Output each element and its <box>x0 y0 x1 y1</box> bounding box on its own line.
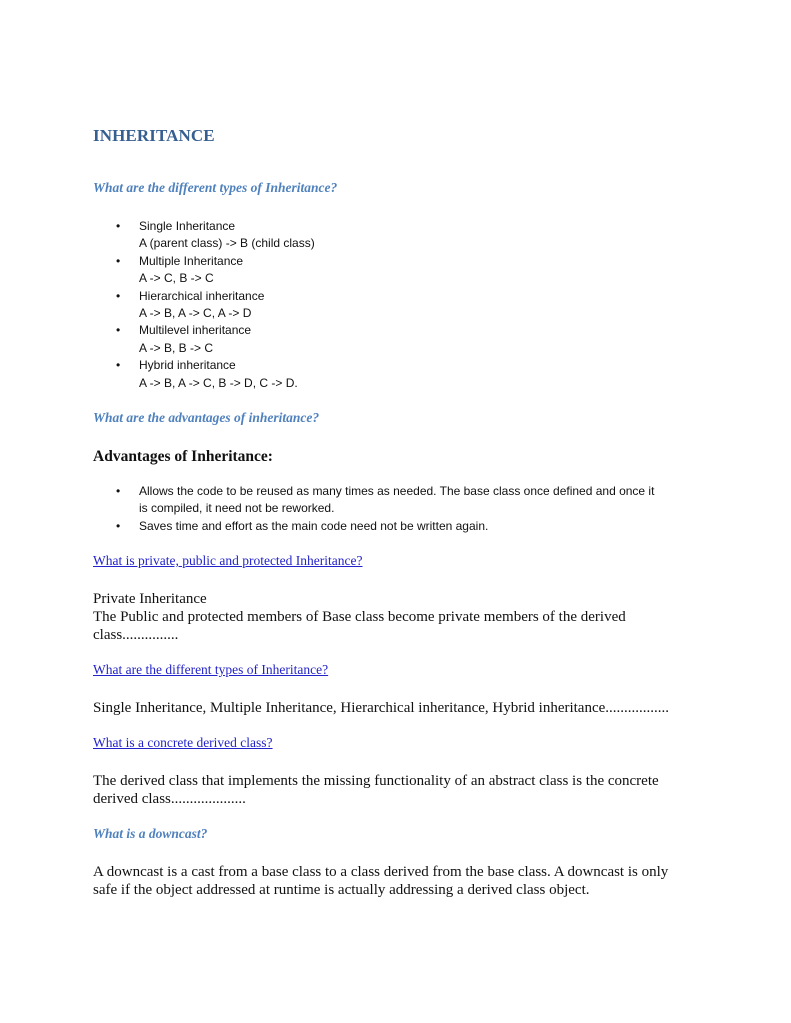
answer-line: The Public and protected members of Base class become private members of the derived <box>93 609 626 625</box>
type-name: Hybrid inheritance <box>139 358 236 372</box>
advantage-text: Allows the code to be reused as many times as needed. The base class once defined and once it <box>139 484 655 498</box>
question-types-of-inheritance: What are the different types of Inheritance? <box>93 180 338 195</box>
answer-line: derived class.................... <box>93 791 246 807</box>
answer-line: Private Inheritance <box>93 591 207 607</box>
list-bullet: • <box>116 289 121 303</box>
link-types-of-inheritance[interactable]: What are the different types of Inheritance? <box>93 662 329 677</box>
type-example: A -> B, A -> C, B -> D, C -> D. <box>139 376 298 390</box>
list-bullet: • <box>116 254 121 268</box>
advantages-heading: Advantages of Inheritance: <box>93 448 273 465</box>
answer-line: A downcast is a cast from a base class to a class derived from the base class. A downcast is only <box>93 864 669 880</box>
type-name: Multilevel inheritance <box>139 323 252 337</box>
answer-line: class............... <box>93 627 179 643</box>
type-example: A -> B, A -> C, A -> D <box>139 306 252 320</box>
advantage-text-cont: is compiled, it need not be reworked. <box>139 501 335 515</box>
answer-line: Single Inheritance, Multiple Inheritance, Hierarchical inheritance, Hybrid inheritance................. <box>93 700 670 716</box>
link-concrete-derived-class[interactable]: What is a concrete derived class? <box>93 735 273 750</box>
list-bullet: • <box>116 358 121 372</box>
question-advantages: What are the advantages of inheritance? <box>93 410 320 425</box>
advantage-text: Saves time and effort as the main code need not be written again. <box>139 519 489 533</box>
type-example: A (parent class) -> B (child class) <box>139 236 315 250</box>
list-bullet: • <box>116 323 121 337</box>
list-bullet: • <box>116 484 121 498</box>
type-name: Single Inheritance <box>139 219 236 233</box>
answer-line: safe if the object addressed at runtime is actually addressing a derived class object. <box>93 882 590 898</box>
page-title: INHERITANCE <box>93 126 215 145</box>
link-private-public-protected[interactable]: What is private, public and protected Inheritance? <box>93 553 363 568</box>
answer-line: The derived class that implements the missing functionality of an abstract class is the concrete <box>93 773 659 789</box>
type-name: Multiple Inheritance <box>139 254 244 268</box>
type-example: A -> B, B -> C <box>139 341 214 355</box>
list-bullet: • <box>116 219 121 233</box>
list-bullet: • <box>116 519 121 533</box>
question-downcast: What is a downcast? <box>93 826 208 841</box>
type-example: A -> C, B -> C <box>139 271 214 285</box>
type-name: Hierarchical inheritance <box>139 289 265 303</box>
